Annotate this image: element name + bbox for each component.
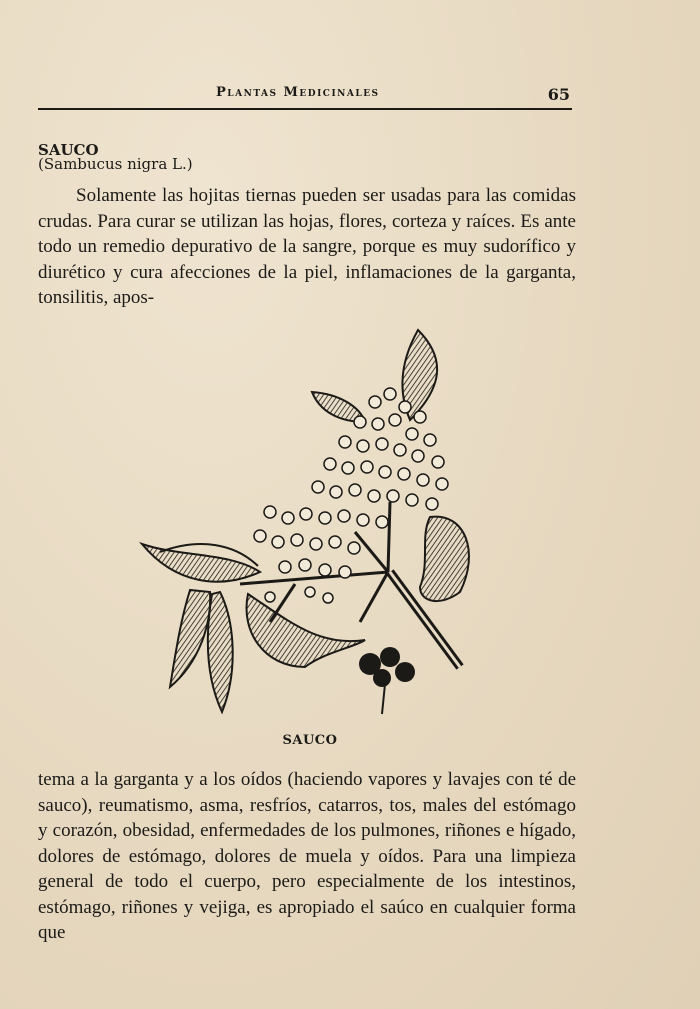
paragraph-1: Solamente las hojitas tiernas pueden ser usadas para las comidas crudas. Para curar se utilizan las hojas, flores, corteza y raíces. Es ante todo un remedio depurativo de la sangre, porque es muy sudorífico y diurético y cura afecciones de la piel, inflamaciones de la garganta, tonsilitis, apos- xyxy=(38,185,576,308)
entry-title: SAUCO xyxy=(38,141,99,159)
page-number: 65 xyxy=(547,85,570,104)
running-title: Plantas Medicinales xyxy=(216,85,380,100)
header-rule xyxy=(38,108,572,110)
figure-caption: SAUCO xyxy=(282,733,338,748)
entry-latin-name: (Sambucus nigra L.) xyxy=(38,155,193,173)
paragraph-2: tema a la garganta y a los oídos (haciendo vapores y lavajes con té de sauco), reumatismo, asma, resfríos, catarros, tos, males del estómago y corazón, obesidad, enfermedades de los pulmones, riñones e hígado, dolores de estómago, dolores de muela y oídos. Para una limpieza general de todo el cuerpo, pero especialmente de los intestinos, estómago, riñones y vejiga, es apropiado el saúco en cualquier forma que xyxy=(38,769,576,943)
elder-plant-illustration-icon xyxy=(120,322,500,722)
running-header xyxy=(38,80,572,114)
